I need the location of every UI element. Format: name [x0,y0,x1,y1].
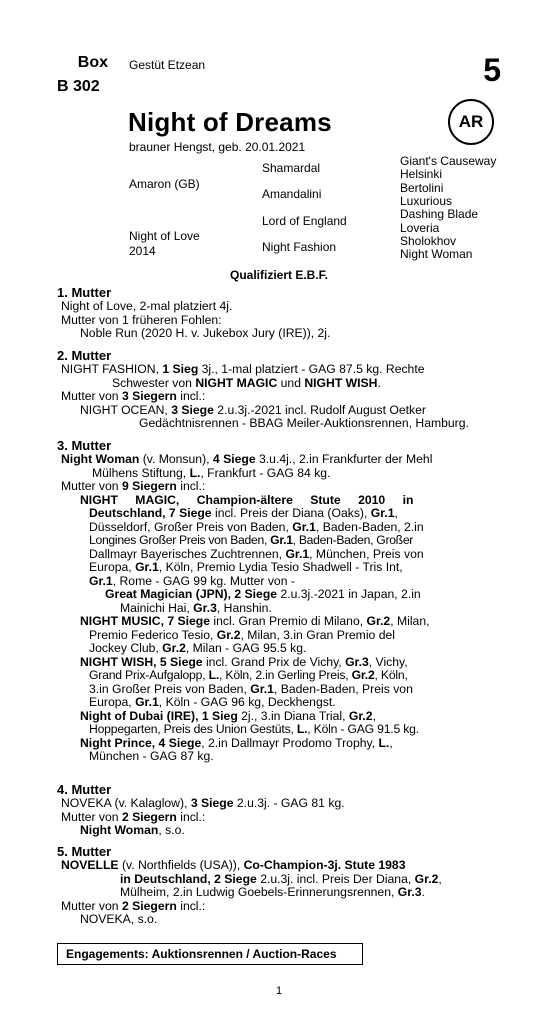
text-run: , Milan, 3.in Gran Premio del [240,627,395,642]
text-run: NOVELLE [61,858,119,872]
text-line [57,824,502,838]
text-run: , Köln, 2.in Gerling Preis, [219,668,352,682]
text-line [57,467,502,481]
offspring-night-music [57,615,502,656]
text-line [57,642,502,656]
pedigree-grandparent: Shamardal [262,161,321,175]
text-run: 2.u.3j.-2021 incl. Rudolf August Oetker [213,402,426,417]
text-line [57,561,502,575]
pedigree-great-grandparent: Helsinki [400,167,443,181]
text-run: 3 Siege [171,402,214,417]
section-heading: 3. Mutter [57,438,112,453]
text-line: NOVEKA, s.o. [80,912,158,926]
text-run: Europa, [89,695,136,709]
text-line [57,683,502,697]
box-label: Box [77,54,108,71]
text-line [57,494,502,508]
pedigree-grandparent: Amandalini [262,187,322,201]
text-run: Mülheim, 2.in Ludwig Goebels-Erinnerungsrennen, [120,885,398,899]
text-line [57,548,502,562]
text-run: Night Woman [61,452,140,466]
text-run: Gr.1 [135,560,159,574]
text-run: NIGHT WISH [304,375,378,390]
text-run: Gr.1 [250,681,274,696]
text-run: 9 Siegern [121,479,177,493]
text-run: incl.: [176,809,206,824]
text-line [57,629,502,643]
pedigree-great-grandparent: Luxurious [400,194,453,208]
pedigree-great-grandparent: Sholokhov [400,234,457,248]
text-line [57,900,502,914]
text-run: Gr.1 [89,573,113,588]
text-line [57,737,502,751]
text-run: Gr.3 [397,885,422,899]
pedigree-sire: Amaron (GB) [129,177,200,191]
text-run: (v. Monsun), [139,452,213,466]
text-line [57,669,502,683]
text-run: und [277,375,305,390]
text-run: , [389,735,393,750]
text-run: Gr.2 [162,641,186,655]
text-line [57,859,502,873]
text-run: Longines Großer Preis von Baden, [89,533,271,547]
text-run: NIGHT OCEAN, [80,402,172,417]
text-run: (v. Northfields (USA)), [118,858,244,872]
section-heading: 1. Mutter [57,285,112,300]
text-run: 4 Siege [212,452,256,466]
text-run: Night of Dubai (IRE), 1 Sieg [80,708,238,723]
text-run: Gr.2 [216,627,241,642]
text-run: Gr.1 [292,519,316,534]
text-line [57,723,502,737]
text-run: NIGHT MAGIC, Champion-ältere Stute 2010 in [80,492,414,507]
text-run: incl.: [176,479,206,493]
qualification: Qualifiziert E.B.F. [229,268,328,282]
section-heading: 2. Mutter [57,348,112,363]
text-run: Gr.2 [366,614,391,628]
text-run: . [377,375,381,390]
text-line: München - GAG 87 kg. [89,749,214,763]
text-run: , Baden-Baden, Preis von [273,681,413,696]
section-fourth-dam [57,782,502,838]
offspring-night-prince [57,737,502,764]
text-run: , Köln, [374,668,408,682]
ar-badge: AR [448,99,494,145]
text-run: 3.in Großer Preis von Baden, [89,681,251,696]
text-line [57,797,502,811]
text-line [57,363,502,377]
box-number: B 302 [57,78,100,95]
offspring-night-magic [57,494,502,616]
text-run: Grand Prix-Aufgalopp, [89,668,209,682]
text-run: , Baden-Baden, 2.in [315,519,424,534]
text-line [57,575,502,589]
text-run: L. [296,722,308,736]
text-line [57,404,502,418]
text-run: Gr.2 [351,668,375,682]
text-run: 2.u.3j. - GAG 81 kg. [233,796,345,810]
text-line [57,656,502,670]
text-run: NIGHT MAGIC [195,375,278,390]
text-run: incl. Gran Premio di Milano, [210,614,367,628]
section-heading: 4. Mutter [57,782,112,797]
pedigree-grandparent: Night Fashion [262,240,337,254]
text-run: Mutter von [61,898,122,913]
text-line [57,390,502,404]
text-line [57,811,502,825]
text-run: Gr.1 [285,546,310,561]
text-run: in Deutschland, 2 Siege [120,871,257,886]
section-third-dam [57,438,502,764]
text-run: incl.: [176,898,206,913]
text-run: Gr.3 [193,600,217,615]
text-line [57,534,502,548]
text-line: Gedächtnisrennen - BBAG Meiler-Auktionsrennen, Hamburg. [139,416,469,430]
text-run: 1 Sieg [162,362,199,376]
text-run: 2.u.3j. incl. Preis Der Diana, [256,871,415,886]
text-run: , Frankfurt - GAG 84 kg. [200,465,331,480]
stud-name: Gestüt Etzean [129,58,206,72]
text-line [57,710,502,724]
text-run: Hoppegarten, Preis des Union Gestüts, [89,722,297,736]
section-fifth-dam [57,844,502,927]
text-run: 3 Siege [190,796,234,810]
text-run: Dallmayr Bayerisches Zuchtrennen, [89,546,286,561]
text-run: , s.o. [158,823,185,837]
text-run: incl. Grand Prix de Vichy, [202,654,346,669]
text-run: Mutter von [61,389,122,403]
pedigree-dam-year: 2014 [129,244,156,258]
text-line [57,615,502,629]
pedigree-great-grandparent: Giant's Causeway [400,154,497,168]
horse-description: brauner Hengst, geb. 20.01.2021 [129,140,306,154]
section-heading: 5. Mutter [57,844,112,859]
text-run: , Vichy, [368,654,408,669]
text-line [57,377,502,391]
text-run: Gr.2 [348,708,373,723]
text-run: , [372,708,376,723]
page-number: 1 [275,985,283,997]
offspring-night-of-dubai [57,710,502,737]
text-line [57,588,502,602]
pedigree-great-grandparent: Dashing Blade [400,207,479,221]
text-run: . [421,885,425,899]
text-run: , [394,506,398,520]
text-run: , [438,871,442,886]
text-run: NIGHT FASHION, [61,362,163,376]
text-run: Gr.3 [345,654,369,669]
text-run: 3.u.4j., 2.in Frankfurter der Mehl [255,452,433,466]
horse-name: Night of Dreams [128,107,332,137]
text-run: Gr.2 [414,871,439,886]
pedigree-great-grandparent: Bertolini [400,181,444,195]
text-run: 2.u.3j.-2021 in Japan, 2.in [277,587,421,601]
section-first-dam [57,285,502,341]
text-line [57,453,502,467]
text-run: Schwester von [112,375,196,390]
text-run: Mutter von [61,809,122,824]
lot-number: 5 [483,52,501,88]
pedigree-great-grandparent: Loveria [400,221,440,235]
text-line [57,507,502,521]
text-run: , Hanshin. [216,600,272,615]
text-run: , Köln - GAG 91.5 kg. [307,722,419,736]
text-line: Night of Love, 2-mal platziert 4j. [61,299,233,313]
text-run: , 2.in Dallmayr Prodomo Trophy, [201,735,379,750]
text-run: Gr.1 [370,506,395,520]
text-run: Mülhens Stiftung, [92,465,190,480]
text-run: Gr.1 [270,533,293,547]
text-line [57,521,502,535]
text-line: Noble Run (2020 H. v. Jukebox Jury (IRE)), 2j. [80,326,331,340]
text-run: Great Magician (JPN), 2 Siege [105,587,278,601]
offspring-night-wish [57,656,502,710]
text-run: , Köln, Premio Lydia Tesio Shadwell - Tris Int, [158,560,403,574]
text-run: Night Woman [80,823,159,837]
text-run: Mainichi Hai, [120,600,194,615]
text-run: 2j., 3.in Diana Trial, [237,708,349,723]
pedigree-grandparent: Lord of England [262,214,347,228]
text-run: Deutschland, 7 Siege [89,506,212,520]
text-run: 3j., 1-mal platziert - GAG 87.5 kg. Rechte [198,362,425,376]
section-second-dam [57,348,502,431]
text-line: Mutter von 1 früheren Fohlen: [61,312,222,327]
text-run: incl.: [176,389,206,403]
text-run: 2 Siegern [121,898,177,913]
text-run: L. [189,465,201,480]
pedigree-great-grandparent: Night Woman [400,247,473,261]
text-line [57,873,502,887]
text-run: L. [208,668,220,682]
text-run: , Milan - GAG 95.5 kg. [185,641,307,655]
text-run: , Rome - GAG 99 kg. Mutter von - [112,573,295,588]
text-run: Jockey Club, [89,641,163,655]
text-run: NIGHT MUSIC, 7 Siege [80,614,211,628]
text-run: Gr.1 [135,695,159,709]
text-run: Co-Champion-3j. Stute 1983 [243,858,406,872]
text-run: Premio Federico Tesio, [89,627,217,642]
text-run: Düsseldorf, Großer Preis von Baden, [89,519,293,534]
text-run: L. [378,735,390,750]
text-run: Mutter von [61,479,122,493]
engagements-box: Engagements: Auktionsrennen / Auction-Races [57,943,363,965]
text-line [57,480,502,494]
text-run: Night Prince, 4 Siege [80,735,202,750]
text-run: , Baden-Baden, Großer [292,533,414,547]
text-run: 2 Siegern [121,809,177,824]
text-run: , München, Preis von [309,546,424,561]
pedigree-dam: Night of Love [129,229,200,243]
text-run: , Milan, [390,614,430,628]
text-run: incl. Preis der Diana (Oaks), [211,506,371,520]
text-line [57,696,502,710]
text-run: Europa, [89,560,136,574]
text-line [57,886,502,900]
text-run: NOVEKA (v. Kalaglow), [61,796,191,810]
text-run: NIGHT WISH, 5 Siege [80,654,203,669]
text-line [57,602,502,616]
text-run: , Köln - GAG 96 kg, Deckhengst. [158,695,336,709]
text-run: 3 Siegern [121,389,177,403]
